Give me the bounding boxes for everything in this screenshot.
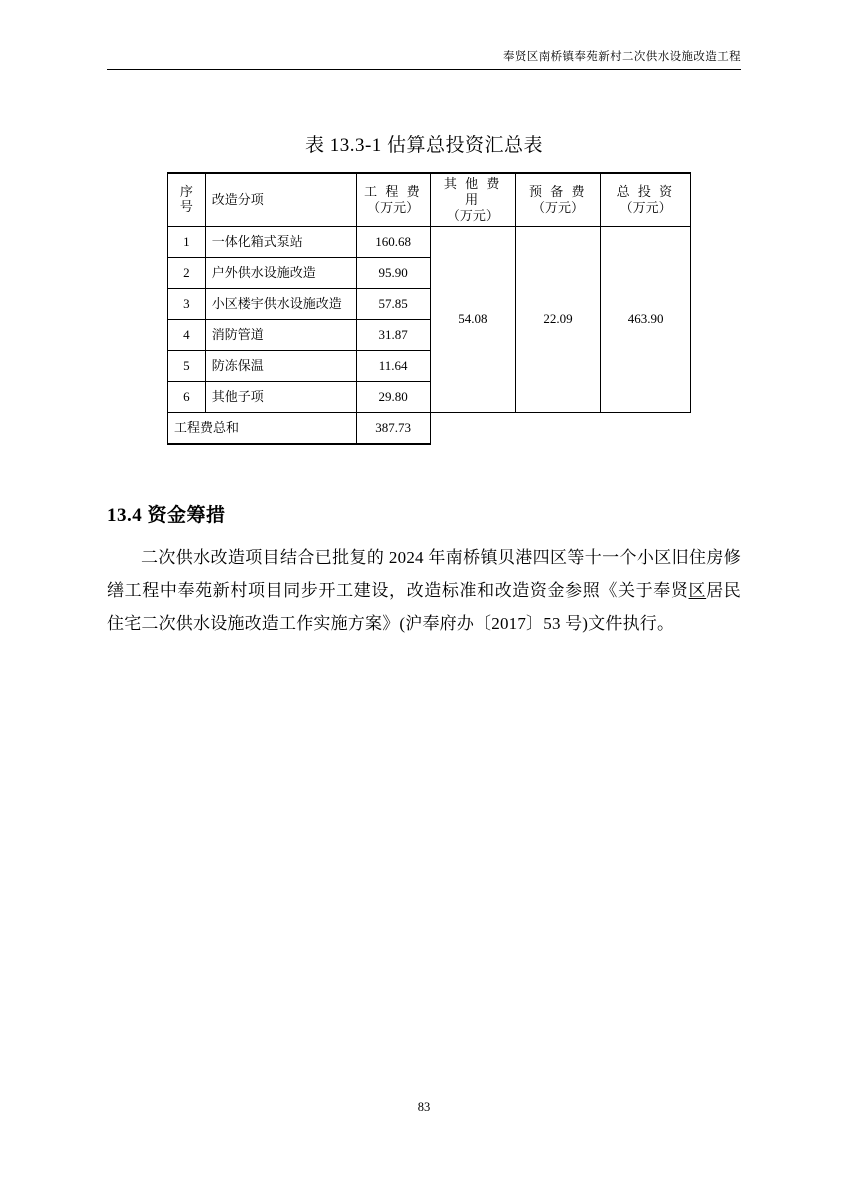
cell-total-label: 工程费总和 — [168, 413, 357, 444]
estimate-table — [167, 172, 691, 445]
cell-item: 小区楼宇供水设施改造 — [205, 289, 356, 320]
header-reserve-line1: 预 备 费 — [529, 183, 588, 199]
cell-engineering-cost: 160.68 — [356, 227, 430, 258]
header-no-line1: 序 — [179, 184, 193, 200]
cell-engineering-cost: 31.87 — [356, 320, 430, 351]
cell-engineering-cost: 57.85 — [356, 289, 430, 320]
header-total-line2: （万元） — [619, 200, 672, 215]
cell-item: 其他子项 — [205, 382, 356, 413]
cell-engineering-cost: 95.90 — [356, 258, 430, 289]
header-divider — [107, 69, 741, 70]
cell-item: 一体化箱式泵站 — [205, 227, 356, 258]
table-row — [168, 227, 691, 258]
running-title: 奉贤区南桥镇奉苑新村二次供水设施改造工程 — [503, 51, 741, 63]
header-reserve-line2: （万元） — [532, 200, 585, 215]
header-no-line2: 号 — [179, 199, 193, 214]
header-eng-line1: 工 程 费 — [364, 183, 423, 199]
cell-total-engineering-cost: 387.73 — [356, 413, 430, 444]
header-cell-reserve — [515, 173, 600, 227]
header-eng-line2: （万元） — [367, 200, 420, 215]
cell-no: 2 — [168, 258, 206, 289]
paragraph-part-1: 二次供水改造项目结合已批复的 2024 年南桥镇贝港四区等十一个小区旧住房修缮工程中奉苑新村项目同步开工建设，改造标准和改造资金参照《关于奉贤 — [107, 548, 741, 601]
paragraph-underlined-text: 区 — [688, 581, 707, 601]
section-paragraph — [107, 541, 741, 640]
header-other-line1: 其 他 费 用 — [443, 175, 502, 207]
header-cell-no — [168, 173, 206, 227]
page-header — [107, 48, 741, 70]
header-total-line1: 总 投 资 — [616, 183, 675, 199]
header-cell-item: 改造分项 — [205, 173, 356, 227]
table-header-row — [168, 173, 691, 227]
cell-engineering-cost: 29.80 — [356, 382, 430, 413]
header-other-line2: （万元） — [446, 208, 499, 224]
cell-item: 防冻保温 — [205, 351, 356, 382]
cell-engineering-cost: 11.64 — [356, 351, 430, 382]
paragraph-part-2: 居民住宅二次供水设施改造工作实施方案》(沪奉府办〔2017〕53 号)文件执行。 — [107, 581, 741, 634]
header-cell-other-cost — [430, 173, 515, 227]
header-cell-engineering-cost — [356, 173, 430, 227]
cell-no: 4 — [168, 320, 206, 351]
cell-no: 3 — [168, 289, 206, 320]
cell-total-merged: 463.90 — [601, 227, 691, 413]
cell-no: 1 — [168, 227, 206, 258]
page-number: 83 — [417, 1100, 431, 1114]
cell-item: 户外供水设施改造 — [205, 258, 356, 289]
section-heading: 13.4 资金筹措 — [107, 505, 226, 526]
cell-no: 6 — [168, 382, 206, 413]
cell-item: 消防管道 — [205, 320, 356, 351]
table-caption: 表 13.3-1 估算总投资汇总表 — [304, 135, 544, 156]
cell-other-cost-merged: 54.08 — [430, 227, 515, 413]
header-cell-total — [601, 173, 691, 227]
table-total-row — [168, 413, 691, 444]
estimate-table-container — [167, 172, 691, 445]
cell-reserve-merged: 22.09 — [515, 227, 600, 413]
section-13-4 — [107, 500, 741, 640]
cell-no: 5 — [168, 351, 206, 382]
